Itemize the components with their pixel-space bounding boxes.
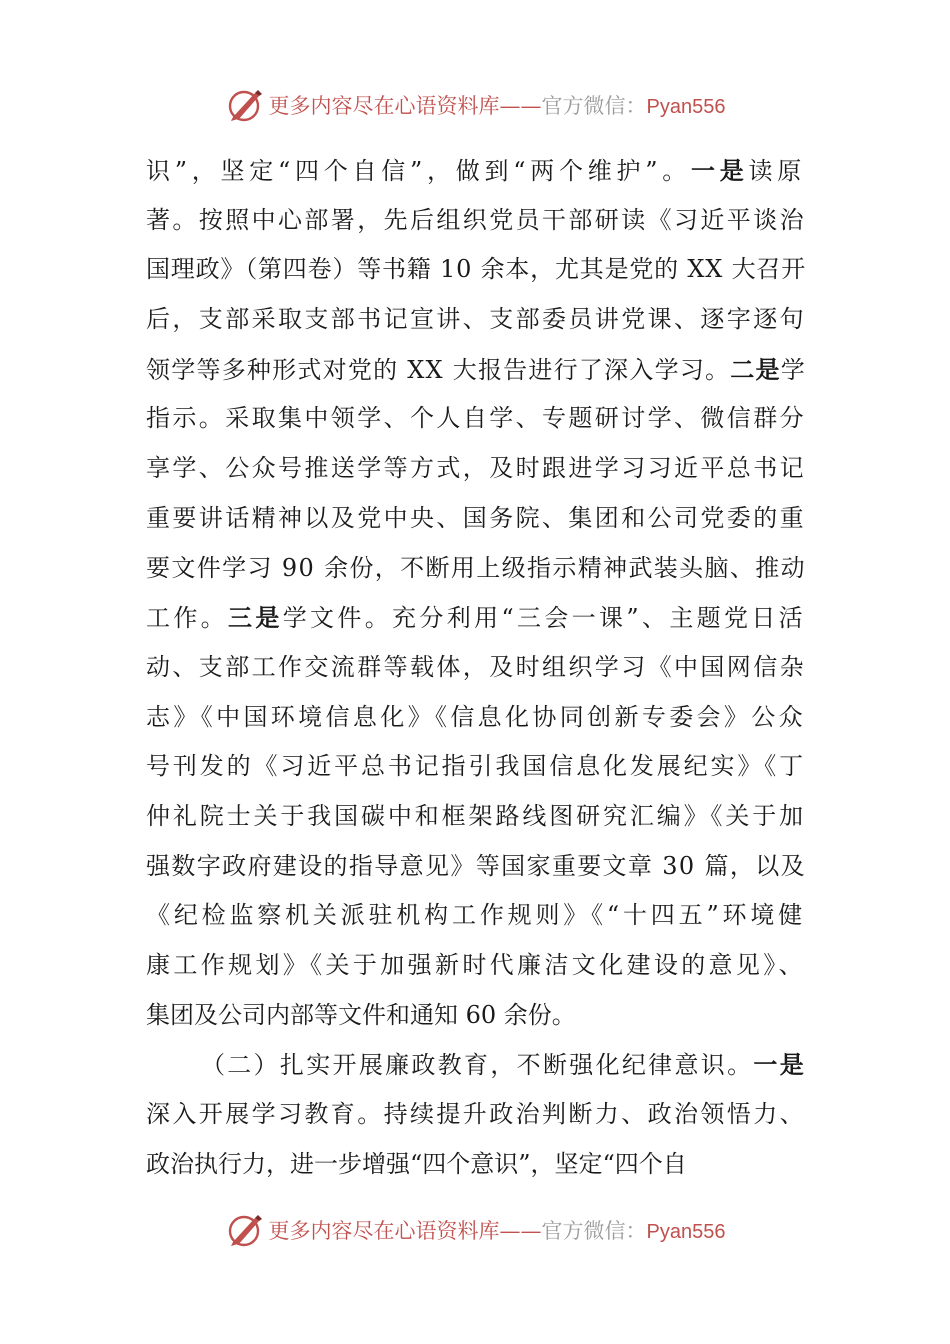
watermark-label: 官方微信： xyxy=(541,1219,647,1243)
text-line xyxy=(146,1143,806,1193)
text-line xyxy=(146,149,806,199)
text-run: 指示。采取集中领学、个人自学、专题研讨学、微信群分 xyxy=(146,404,806,433)
text-run: 要文件学习 90 余份，不断用上级指示精神武装头脑、推动 xyxy=(146,553,806,582)
text-line xyxy=(146,994,806,1044)
text-run: 号刊发的《习近平总书记指引我国信息化发展纪实》《丁 xyxy=(146,752,806,781)
text-line xyxy=(146,696,806,746)
watermark-wechat-id: Pyan556 xyxy=(646,96,726,118)
text-run: 学 xyxy=(780,355,806,384)
section-heading-line xyxy=(146,1043,806,1093)
watermark-wechat-id: Pyan556 xyxy=(646,1221,726,1243)
text-line xyxy=(146,646,806,696)
text-run: 志》《中国环境信息化》《信息化协同创新专委会》公众 xyxy=(146,702,806,731)
text-run: 仲礼院士关于我国碳中和框架路线图研究汇编》《关于加 xyxy=(146,801,806,830)
text-run: 工作。 xyxy=(146,604,229,633)
header-watermark xyxy=(0,83,950,127)
watermark-text xyxy=(269,90,726,120)
text-run: 国理政》（第四卷）等书籍 10 余本，尤其是党的 XX 大召开 xyxy=(146,255,806,284)
text-line xyxy=(146,199,806,249)
watermark-inner xyxy=(225,1208,726,1252)
text-run: 重要讲话精神以及党中央、国务院、集团和公司党委的重 xyxy=(146,503,806,532)
text-run: 学文件。充分利用“三会一课”、主题党日活 xyxy=(282,604,807,633)
document-body xyxy=(146,149,806,1192)
text-run: 强数字政府建设的指导意见》等国家重要文章 30 篇，以及 xyxy=(146,851,806,880)
bold-keyword: 一是 xyxy=(753,1050,806,1080)
text-line xyxy=(146,298,806,348)
text-run: 《纪检监察机关派驻机构工作规则》《“十四五”环境健 xyxy=(146,901,806,930)
text-line xyxy=(146,547,806,597)
text-line xyxy=(146,447,806,497)
watermark-dash: —— xyxy=(499,1219,542,1243)
watermark-dash: —— xyxy=(499,94,542,118)
text-line xyxy=(146,1093,806,1143)
section-heading: （二）扎实开展廉政教育，不断强化纪律意识。 xyxy=(201,1051,754,1080)
text-run: 动、支部工作交流群等载体，及时组织学习《中国网信杂 xyxy=(146,652,806,681)
text-line xyxy=(146,596,806,646)
bold-keyword: 一是 xyxy=(691,156,749,185)
text-line xyxy=(146,248,806,298)
text-line xyxy=(146,795,806,845)
text-run: 读原 xyxy=(748,157,807,185)
text-line xyxy=(146,894,806,944)
text-run: 集团及公司内部等文件和通知 60 余份。 xyxy=(146,1000,576,1029)
text-line xyxy=(146,845,806,895)
watermark-label: 官方微信： xyxy=(541,94,647,118)
text-line xyxy=(146,497,806,547)
watermark-text xyxy=(269,1215,726,1245)
text-run: 深入开展学习教育。持续提升政治判断力、政治领悟力、 xyxy=(146,1100,806,1129)
text-line xyxy=(146,944,806,994)
watermark-brand: 更多内容尽在心语资料库 xyxy=(268,94,500,118)
text-line xyxy=(146,348,806,398)
bold-keyword: 三是 xyxy=(228,603,283,633)
text-run: 著。按照中心部署，先后组织党员干部研读《习近平谈治 xyxy=(146,205,806,234)
footer-watermark xyxy=(0,1208,950,1252)
text-run: 领学等多种形式对党的 XX 大报告进行了深入学习。 xyxy=(146,355,731,384)
text-run: 后，支部采取支部书记宣讲、支部委员讲党课、逐字逐句 xyxy=(146,305,806,334)
text-run: 政治执行力，进一步增强“四个意识”，坚定“四个自 xyxy=(146,1149,687,1178)
text-line xyxy=(146,397,806,447)
text-line xyxy=(146,745,806,795)
pen-logo-icon xyxy=(225,85,265,125)
text-run: 识”，坚定“四个自信”，做到“两个维护”。 xyxy=(146,157,692,185)
watermark-brand: 更多内容尽在心语资料库 xyxy=(268,1219,500,1243)
text-run: 康工作规划》《关于加强新时代廉洁文化建设的意见》、 xyxy=(146,951,806,979)
bold-keyword: 二是 xyxy=(730,354,781,384)
text-run: 享学、公众号推送学等方式，及时跟进学习习近平总书记 xyxy=(146,454,806,483)
pen-logo-icon xyxy=(225,1210,265,1250)
watermark-inner xyxy=(225,83,726,127)
